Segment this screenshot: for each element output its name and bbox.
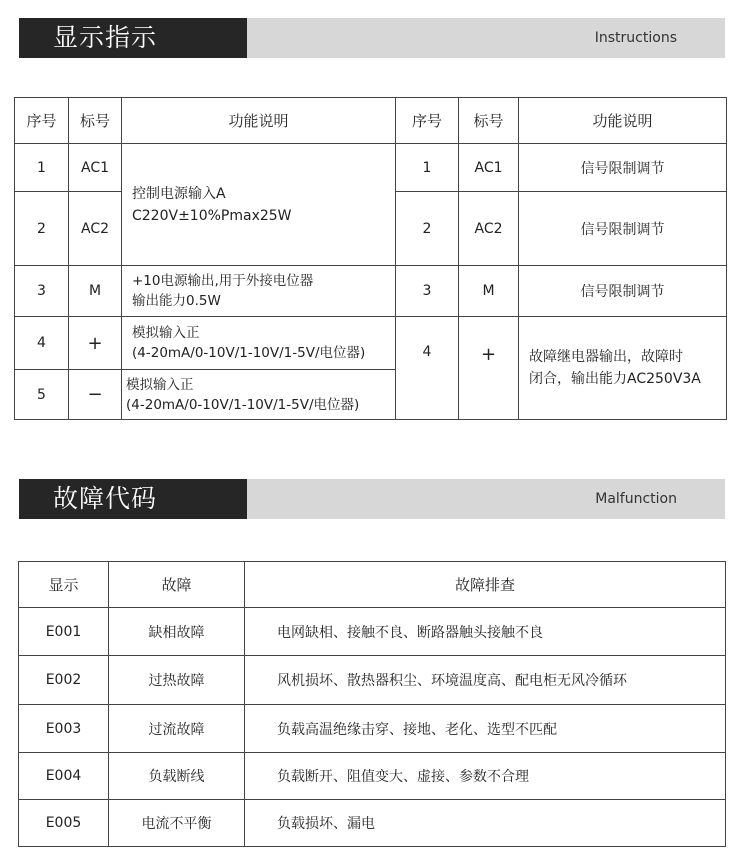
- fault-name: 缺相故障: [109, 608, 245, 656]
- right-no: 2: [396, 192, 459, 266]
- fault-check: 电网缺相、接触不良、断路器触头接触不良: [245, 608, 726, 656]
- left-no: 5: [15, 370, 69, 420]
- right-desc: 信号限制调节: [519, 144, 727, 192]
- desc-line: (4-20mA/0-10V/1-10V/1-5V/电位器): [132, 345, 366, 361]
- malfunction-header: [19, 479, 725, 519]
- column-header: 标号: [459, 98, 519, 144]
- table-row: [19, 800, 726, 847]
- desc-line: 控制电源输入A: [132, 185, 226, 202]
- relay-output-desc: [519, 317, 727, 420]
- column-header: 显示: [19, 562, 109, 608]
- table-row: [19, 656, 726, 705]
- right-no: 4: [422, 344, 432, 360]
- table-row: [19, 753, 726, 800]
- desc-line: 模拟输入正: [132, 325, 200, 341]
- left-no: 3: [15, 266, 69, 317]
- fault-code: E002: [19, 656, 109, 705]
- table-header-row: [19, 562, 726, 608]
- right-desc: 信号限制调节: [519, 266, 727, 317]
- left-mark: AC1: [69, 144, 122, 192]
- fault-code: E005: [19, 800, 109, 847]
- table-row: [19, 608, 726, 656]
- right-mark: +: [480, 344, 497, 365]
- left-no: 4: [15, 317, 69, 370]
- right-mark: AC2: [459, 192, 519, 266]
- desc-line: 输出能力0.5W: [132, 293, 221, 309]
- column-header: 序号: [15, 98, 69, 144]
- desc-line: (4-20mA/0-10V/1-10V/1-5V/电位器): [126, 396, 360, 413]
- fault-name: 负载断线: [109, 753, 245, 800]
- right-no: 3: [396, 266, 459, 317]
- table-row: [15, 144, 727, 192]
- fault-code: E004: [19, 753, 109, 800]
- malfunction-table: [18, 561, 726, 847]
- left-mark: M: [69, 266, 122, 317]
- column-header: 标号: [69, 98, 122, 144]
- column-header: 故障: [109, 562, 245, 608]
- column-header: 故障排查: [245, 562, 726, 608]
- m-output-desc: [122, 266, 396, 317]
- analog-input-desc: [122, 370, 396, 420]
- fault-check: 负载高温绝缘击穿、接地、老化、选型不匹配: [245, 705, 726, 753]
- fault-name: 过流故障: [109, 705, 245, 753]
- column-header: 序号: [396, 98, 459, 144]
- instructions-header: [19, 18, 725, 58]
- analog-input-desc: [122, 317, 396, 370]
- right-mark: M: [459, 266, 519, 317]
- left-mark: +: [69, 317, 122, 370]
- instructions-table: [14, 97, 727, 420]
- left-no: 2: [15, 192, 69, 266]
- left-mark: −: [69, 370, 122, 420]
- instructions-subtitle: Instructions: [247, 18, 725, 58]
- desc-line: C220V±10%Pmax25W: [132, 207, 292, 224]
- desc-line: 故障继电器输出，故障时: [529, 349, 683, 365]
- desc-line: 闭合，输出能力AC250V3A: [529, 371, 701, 387]
- fault-check: 负载断开、阻值变大、虚接、参数不合理: [245, 753, 726, 800]
- column-header: 功能说明: [122, 98, 396, 144]
- ac-power-desc: [122, 144, 396, 266]
- fault-check: 负载损坏、漏电: [245, 800, 726, 847]
- desc-line: +10电源输出,用于外接电位器: [132, 273, 314, 289]
- left-no: 1: [15, 144, 69, 192]
- malfunction-title: 故障代码: [19, 479, 247, 519]
- right-desc: 信号限制调节: [519, 192, 727, 266]
- table-header-row: [15, 98, 727, 144]
- fault-code: E001: [19, 608, 109, 656]
- right-mark-cell: [459, 317, 519, 420]
- fault-name: 电流不平衡: [109, 800, 245, 847]
- fault-check: 风机损坏、散热器积尘、环境温度高、配电柜无风冷循环: [245, 656, 726, 705]
- right-no-cell: [396, 317, 459, 420]
- malfunction-subtitle: Malfunction: [247, 479, 725, 519]
- column-header: 功能说明: [519, 98, 727, 144]
- table-row: [19, 705, 726, 753]
- fault-code: E003: [19, 705, 109, 753]
- desc-line: 模拟输入正: [126, 376, 194, 393]
- instructions-title: 显示指示: [19, 18, 247, 58]
- right-no: 1: [396, 144, 459, 192]
- right-mark: AC1: [459, 144, 519, 192]
- fault-name: 过热故障: [109, 656, 245, 705]
- table-row: [15, 317, 727, 370]
- left-mark: AC2: [69, 192, 122, 266]
- table-row: [15, 266, 727, 317]
